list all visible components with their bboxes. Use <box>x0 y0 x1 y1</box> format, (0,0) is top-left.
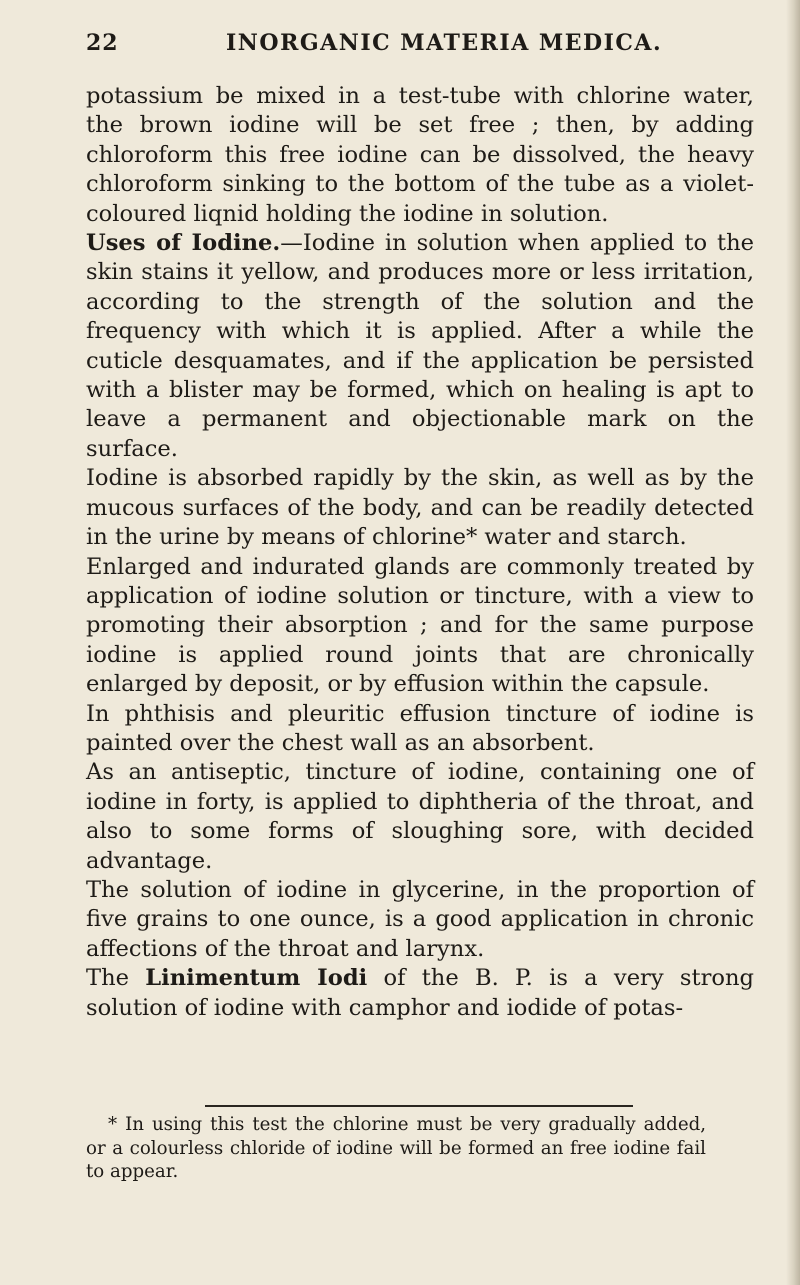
footnote-text: * In using this test the chlorine must be very gradually added, or a colourless chloride of iodine will be formed an free iodine fail to appear. <box>86 1114 706 1182</box>
paragraph-phthisis: In phthisis and pleuritic effusion tincture of iodine is painted over the chest wall as an absorbent. <box>86 700 754 756</box>
running-title: INORGANIC MATERIA MEDICA. <box>226 30 663 56</box>
paragraph-glycerine: The solution of iodine in glycerine, in the proportion of five grains to one ounce, is a good application in chronic affections of the throat and larynx. <box>86 876 754 962</box>
paragraph-antiseptic: As an antiseptic, tincture of iodine, containing one of iodine in forty, is applied to diphtheria of the throat, and also to some forms of sloughing sore, with decided advantage. <box>86 759 754 874</box>
linimentum-iodi-term: Linimentum Iodi <box>145 965 368 992</box>
page-header <box>86 30 706 70</box>
page-number: 22 <box>86 30 119 56</box>
body-text <box>86 82 754 1023</box>
linimentum-text: of the B. P. is a very strong solution of iodine with camphor and iodide of potas- <box>86 965 754 1021</box>
paragraph-chlorine-test: potassium be mixed in a test-tube with chlorine water, the brown iodine will be set free ; then, by adding chloroform this free iodine can be dissolved, the heavy chloroform sinking to the bottom of the tube as a violet-coloured liqnid holding the iodine in solution. <box>86 83 754 227</box>
page-edge <box>786 0 800 1285</box>
linimentum-lead: The <box>86 965 146 992</box>
footnote <box>86 1113 706 1184</box>
footnote-divider <box>205 1105 633 1107</box>
paragraph-linimentum <box>86 964 754 1023</box>
paragraph-glands: Enlarged and indurated glands are commonly treated by application of iodine solution or tincture, with a view to promoting their absorption ; and for the same purpose iodine is applied round joints that are chronically enlarged by deposit, or by effusion within the capsule. <box>86 553 754 698</box>
paragraph-uses-of-iodine <box>86 229 754 464</box>
paragraph-uses-text: —Iodine in solution when applied to the skin stains it yellow, and produces more or less irritation, according to the strength of the solution and the frequency with which it is applied. After a while the cuticle desquamates, and if the application be persisted with a blister may be formed, which on healing is apt to leave a permanent and objectionable mark on the surface. <box>86 230 754 462</box>
section-heading-uses-of-iodine: Uses of Iodine. <box>86 230 281 257</box>
paragraph-absorption: Iodine is absorbed rapidly by the skin, as well as by the mucous surfaces of the body, and can be readily detected in the urine by means of chlorine* water and starch. <box>86 465 754 551</box>
